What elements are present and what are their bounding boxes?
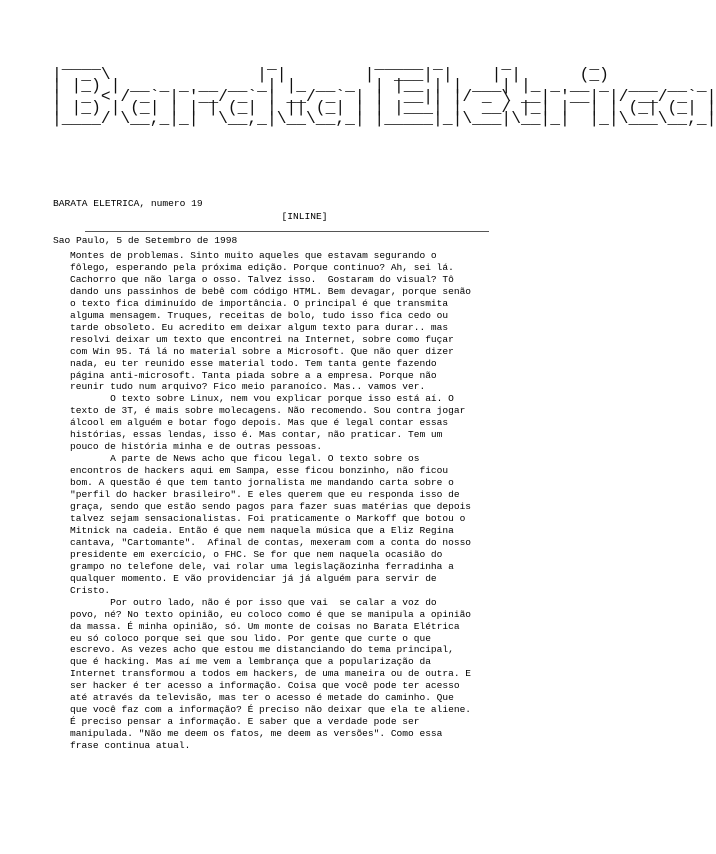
barata-eletrica-ascii-logo: ____ _ _____ _ _ _ | _ \ | | | ___| | | | (_) | |_) | __ _ _ __ __ _| |_ __ _ | |__ | | ___| |_ _ __ _ ___ __ _ | _ < / _` | '__/ _` | __/ _` | | __|| |/ _ \ __| '__| |/ __/ _` | | |_) | (_| | | | (_| | || (_| | | |___| | __/ |_| | | | (_| (_| | |____/ \__,_|_| \__,_|\__\__,_| |_____|_|\___|\__|_| |_|\___\__,_|	[52, 54, 716, 128]
text-line: "perfil do hacker brasileiro". E eles querem que eu responda isso de	[70, 489, 460, 501]
text-line: cantava, "Cartomante". Afinal de contas, mexeram com a conta do nosso	[70, 536, 472, 548]
text-line: talvez sejam sensacionalistas. Foi praticamente o Markoff que botou o	[70, 512, 466, 524]
text-line: Montes de problemas. Sinto muito aqueles que estavam segurando o	[70, 250, 437, 261]
inline-image-placeholder: [INLINE]	[281, 211, 328, 222]
editorial-text	[70, 250, 540, 752]
text-line: histórias, essas lendas, isso é. Mas contar, não praticar. Tem um	[70, 429, 443, 441]
text-line: tarde obsoleto. Eu acredito em deixar algum texto para durar.. mas	[70, 321, 449, 333]
text-line: frase continua atual.	[70, 740, 191, 752]
text-line: página anti-microsoft. Tanta piada sobre a a empresa. Porque não	[70, 369, 437, 381]
text-line: grampo no telefone dele, vai rolar uma legislaçãozinha ferradinha a	[70, 560, 454, 572]
text-line: graça, sendo que estão sendo pagos para fazer suas matérias que depois	[70, 501, 472, 513]
text-line: o texto fica diminuído de importância. O principal é que transmita	[70, 297, 449, 309]
text-line: encontros de hackers aqui em Sampa, esse ficou bonzinho, não ficou	[70, 465, 449, 477]
issue-title: BARATA ELETRICA, numero 19	[53, 197, 203, 209]
issue-date: Sao Paulo, 5 de Setembro de 1998	[53, 235, 238, 247]
text-line: Internet transformou a todos em hackers, de uma maneira ou de outra. E	[70, 668, 472, 680]
text-line: manipulada. "Não me deem os fatos, me deem as versões". Como essa	[70, 728, 443, 740]
text-line: ser hacker é ter acesso a informação. Coisa que você pode ter acesso	[70, 680, 460, 692]
text-line: eu só coloco porque sei que sou lido. Por gente que curte o que	[70, 632, 431, 644]
text-line: com Win 95. Tá lá no material sobre a Microsoft. Que não quer dizer	[70, 345, 454, 357]
text-line: resolvi deixar um texto que encontrei na Internet, sobre como fuçar	[70, 333, 454, 345]
text-line: O texto sobre Linux, nem vou explicar porque isso está aí. O	[70, 393, 454, 405]
text-line: da massa. É minha opinião, só. Um monte de coisas no Barata Elétrica	[70, 620, 460, 632]
text-line: dando uns passinhos de bebê com código HTML. Bem devagar, porque senão	[70, 285, 472, 297]
text-line: A parte de News acho que ficou legal. O texto sobre os	[70, 453, 420, 465]
text-line: pouco de história minha e de outras pessoas.	[70, 441, 323, 453]
text-line: texto de 3T, é mais sobre molecagens. Não recomendo. Sou contra jogar	[70, 405, 466, 417]
text-line: que é hacking. Mas aí me vem a lembrança que a popularização da	[70, 656, 431, 668]
text-line: alguma mensagem. Truques, receitas de bolo, tudo isso fica cedo ou	[70, 309, 449, 321]
text-line: álcool em alguém e botar fogo depois. Mas que é legal contar essas	[70, 417, 449, 429]
text-line: Mitnick na cadeia. Então é que nem naquela música que a Eliz Regina	[70, 524, 454, 536]
text-line: Cristo.	[70, 584, 111, 596]
text-line: até através da televisão, mas ter o acesso é metade do caminho. Que	[70, 692, 454, 704]
text-line: escrevo. As vezes acho que estou me distanciando do tema principal,	[70, 644, 454, 656]
text-line: que você faz com a informação? É preciso não deixar que ela te aliene.	[70, 704, 472, 716]
text-line: nada, eu ter reunido esse material todo. Tem tanta gente fazendo	[70, 357, 437, 369]
text-line: presidente em exercício, o FHC. Se for que nem naquela ocasião do	[70, 548, 443, 560]
text-line: qualquer momento. E vão providenciar já já alguém para servir de	[70, 572, 437, 584]
text-line: reunir tudo num arquivo? Fico meio paranoíco. Mas.. vamos ver.	[70, 381, 426, 393]
horizontal-rule	[85, 231, 489, 232]
text-line: povo, né? No texto opinião, eu coloco como é que se manipula a opinião	[70, 608, 472, 620]
text-line: Por outro lado, não é por isso que vai se calar a voz do	[70, 596, 437, 608]
text-line: bom. A questão é que tem tanto jornalista me mandando carta sobre o	[70, 477, 454, 489]
text-line: fôlego, esperando pela próxima edição. Porque continuo? Ah, sei lá.	[70, 261, 454, 273]
text-line: É preciso pensar a informação. E saber que a verdade pode ser	[70, 716, 420, 728]
text-line: Cachorro que não larga o osso. Talvez isso. Gostaram do visual? Tô	[70, 273, 454, 285]
